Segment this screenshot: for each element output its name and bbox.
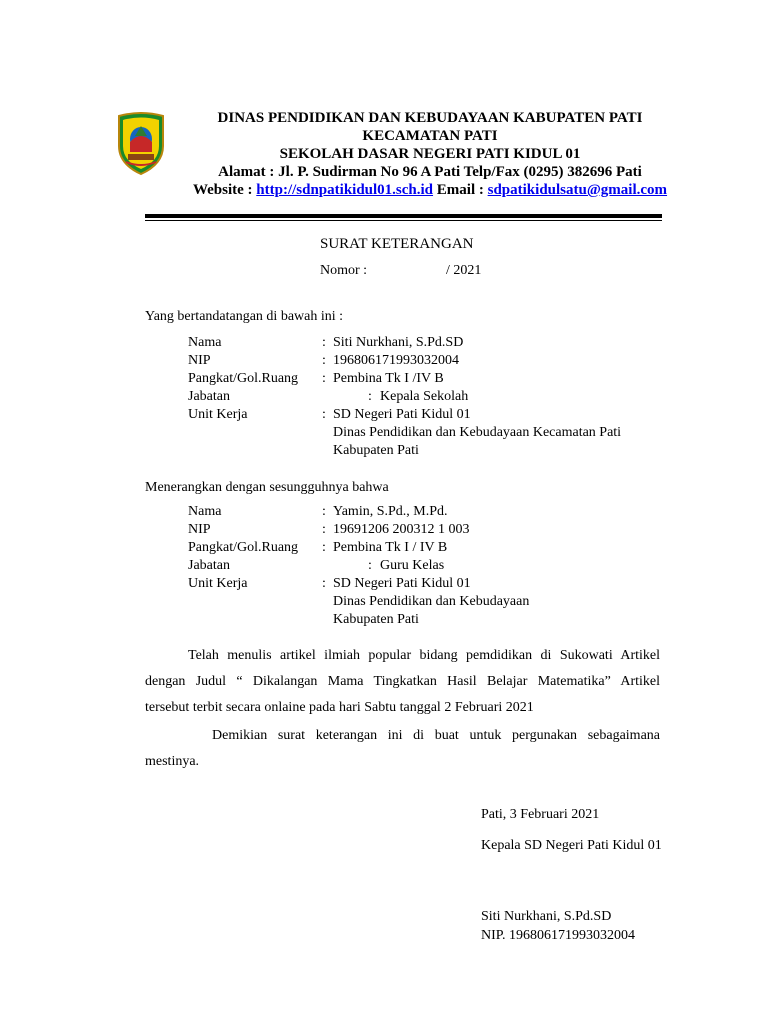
subject-name: Yamin, S.Pd., M.Pd. xyxy=(333,504,448,519)
field-colon: : xyxy=(322,522,326,537)
email-label: Email : xyxy=(433,182,488,198)
subject-rank: Pembina Tk I / IV B xyxy=(333,540,448,555)
signatory-unit-2: Dinas Pendidikan dan Kebudayaan Kecamatan Pati xyxy=(333,425,622,440)
field-label-position: Jabatan xyxy=(188,389,230,404)
closing-signatory-nip: NIP. 196806171993032004 xyxy=(481,928,636,943)
signatory-unit-3: Kabupaten Pati xyxy=(333,443,419,458)
field-colon: : xyxy=(368,389,372,404)
header-district: KECAMATAN PATI xyxy=(362,128,498,144)
field-label-nip: NIP xyxy=(188,353,211,368)
subject-unit-2: Dinas Pendidikan dan Kebudayaan xyxy=(333,594,530,609)
email-link[interactable]: sdpatikidulsatu@gmail.com xyxy=(487,182,668,198)
subject-position: Guru Kelas xyxy=(380,558,445,573)
field-colon: : xyxy=(322,371,326,386)
field-label-name: Nama xyxy=(188,504,222,519)
signatory-name: Siti Nurkhani, S.Pd.SD xyxy=(333,335,464,350)
field-colon: : xyxy=(322,407,326,422)
letter-title: SURAT KETERANGAN xyxy=(320,236,474,252)
website-link[interactable]: http://sdnpatikidul01.sch.id xyxy=(256,182,434,198)
field-colon: : xyxy=(322,504,326,519)
field-label-name: Nama xyxy=(188,335,222,350)
closing-signatory-name: Siti Nurkhani, S.Pd.SD xyxy=(481,909,612,924)
header-divider-thin xyxy=(145,220,662,221)
field-colon: : xyxy=(322,335,326,350)
intro-signatory: Yang bertandatangan di bawah ini : xyxy=(145,309,344,324)
field-label-position: Jabatan xyxy=(188,558,230,573)
signatory-position: Kepala Sekolah xyxy=(380,389,469,404)
subject-unit-3: Kabupaten Pati xyxy=(333,612,419,627)
field-label-rank: Pangkat/Gol.Ruang xyxy=(188,540,299,555)
field-label-unit: Unit Kerja xyxy=(188,576,248,591)
signatory-nip: 196806171993032004 xyxy=(333,353,459,368)
header-address: Alamat : Jl. P. Sudirman No 96 A Pati Telp/Fax (0295) 382696 Pati xyxy=(218,164,642,180)
field-colon: : xyxy=(368,558,372,573)
body-paragraph-2-line-2: mestinya. xyxy=(145,754,200,769)
header-agency: DINAS PENDIDIKAN DAN KEBUDAYAAN KABUPATEN PATI xyxy=(217,110,643,126)
subject-unit-1: SD Negeri Pati Kidul 01 xyxy=(333,576,471,591)
field-colon: : xyxy=(322,576,326,591)
field-label-unit: Unit Kerja xyxy=(188,407,248,422)
closing-position: Kepala SD Negeri Pati Kidul 01 xyxy=(481,838,662,853)
letter-number-label: Nomor : xyxy=(320,263,368,278)
field-label-nip: NIP xyxy=(188,522,211,537)
field-colon: : xyxy=(322,540,326,555)
closing-place-date: Pati, 3 Februari 2021 xyxy=(481,807,600,822)
website-label: Website : xyxy=(192,182,257,198)
subject-nip: 19691206 200312 1 003 xyxy=(333,522,470,537)
body-paragraph-1-line-3: tersebut terbit secara onlaine pada hari Sabtu tanggal 2 Februari 2021 xyxy=(145,700,534,715)
body-paragraph-1-line-1: Telah menulis artikel ilmiah popular bidang pemdidikan di Sukowati Artikel xyxy=(188,648,660,663)
header-school: SEKOLAH DASAR NEGERI PATI KIDUL 01 xyxy=(279,146,581,162)
letter-number-year: / 2021 xyxy=(446,263,482,278)
body-paragraph-2-line-1: Demikian surat keterangan ini di buat untuk pergunakan sebagaimana xyxy=(212,728,660,743)
header-divider-thick xyxy=(145,214,662,218)
body-paragraph-1-line-2: dengan Judul “ Dikalangan Mama Tingkatkan Hasil Belajar Matematika” Artikel xyxy=(145,674,660,689)
field-label-rank: Pangkat/Gol.Ruang xyxy=(188,371,299,386)
signatory-rank: Pembina Tk I /IV B xyxy=(333,371,444,386)
field-colon: : xyxy=(322,353,326,368)
intro-subject: Menerangkan dengan sesungguhnya bahwa xyxy=(145,480,389,495)
signatory-unit-1: SD Negeri Pati Kidul 01 xyxy=(333,407,471,422)
header-contact xyxy=(140,182,720,199)
